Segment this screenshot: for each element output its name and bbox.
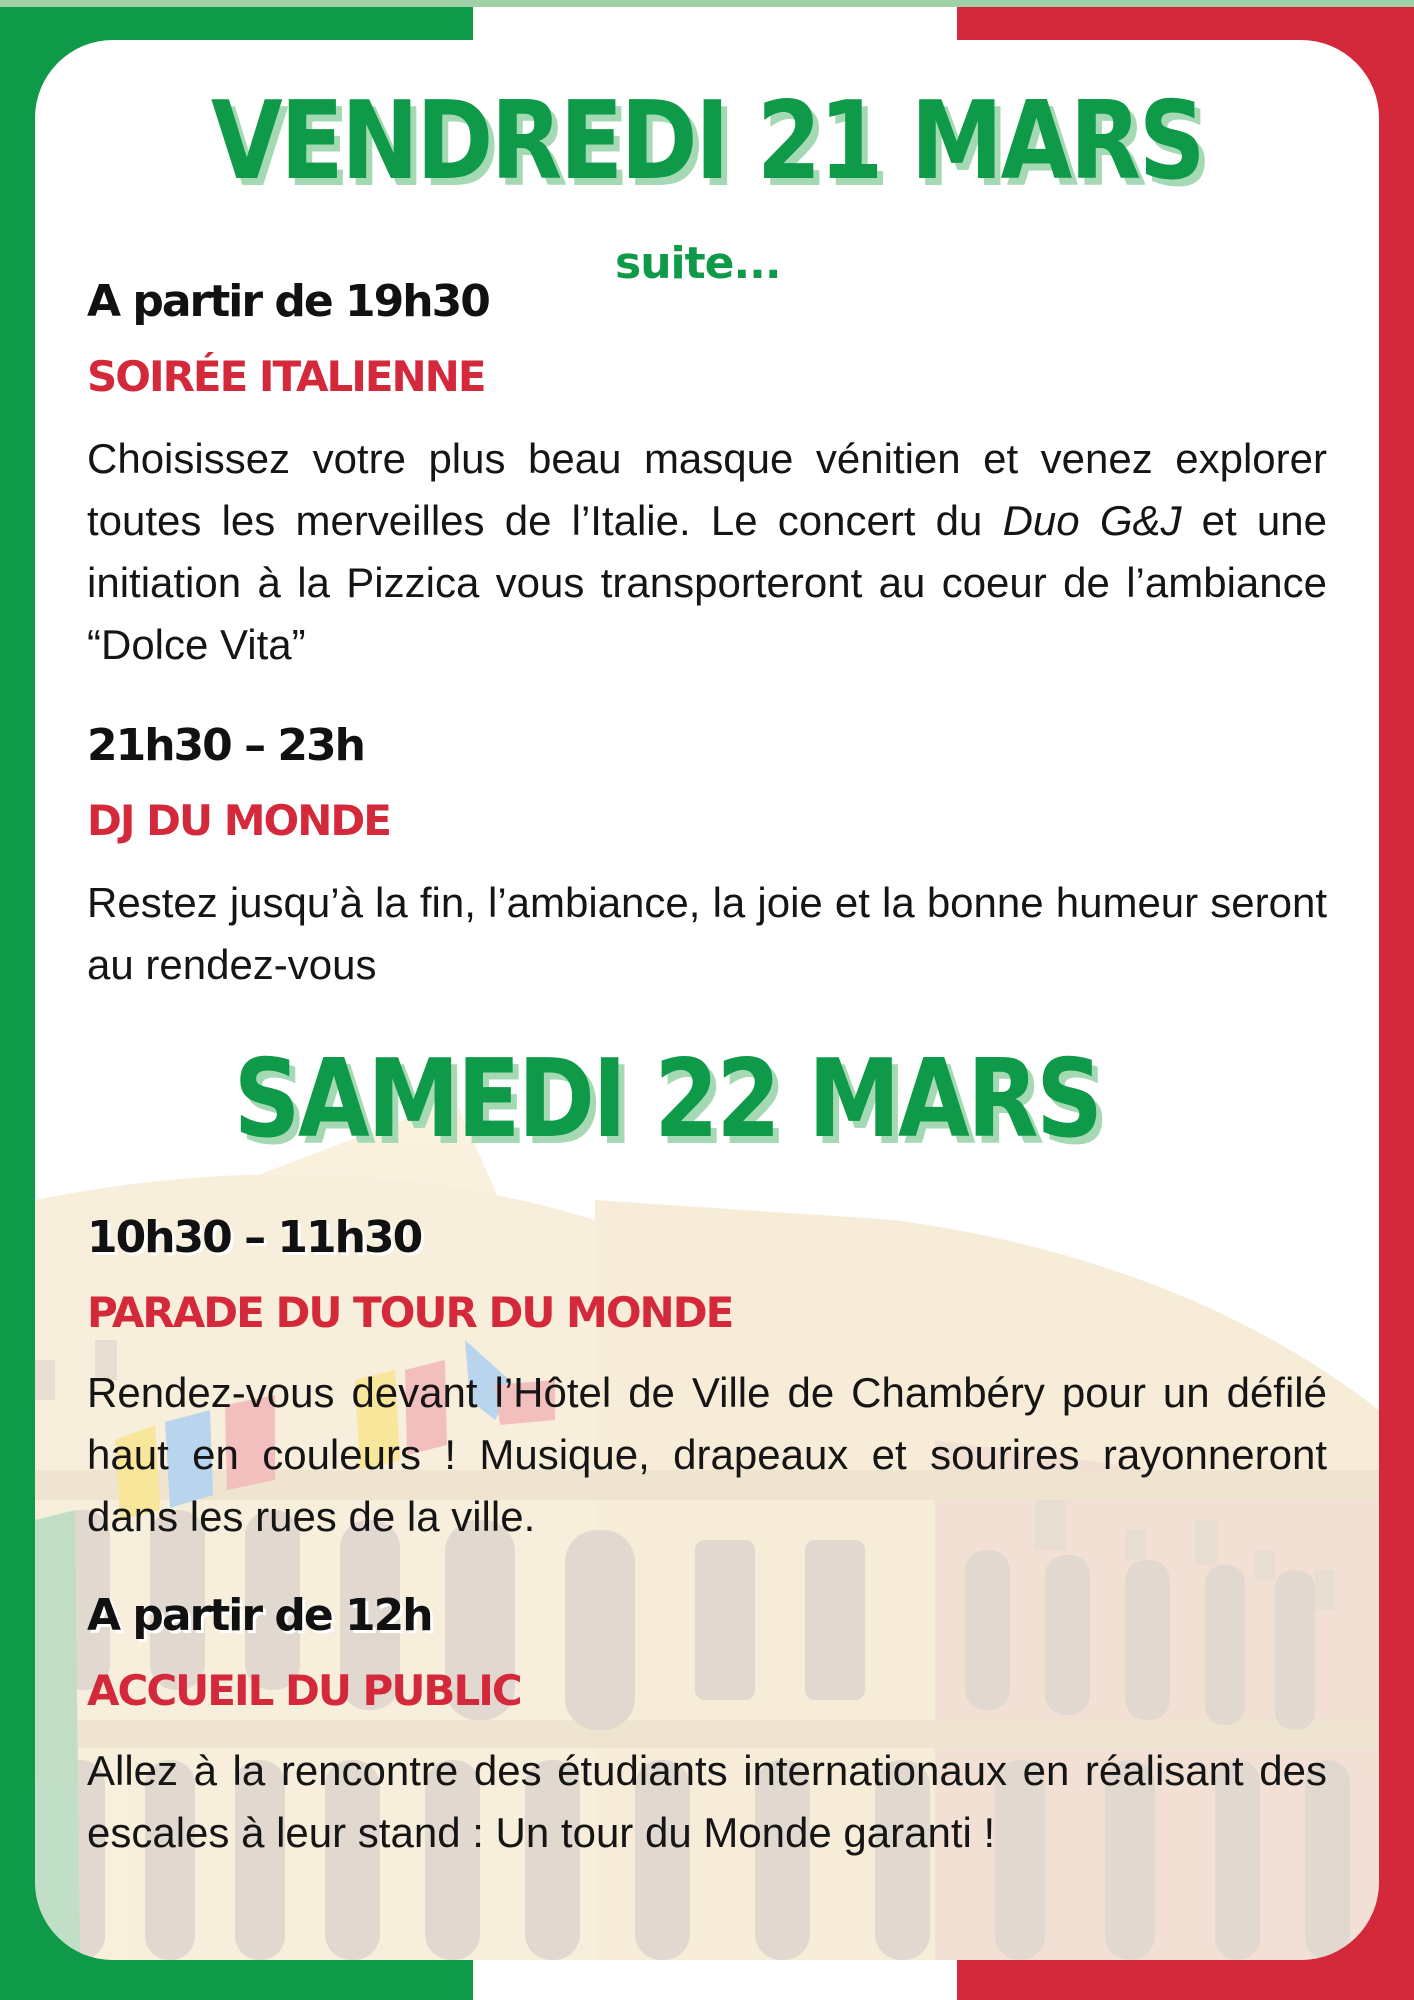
event-description: Allez à la rencontre des étudiants internationaux en réalisant des escales à leur stand : Un tour du Monde garanti ! — [87, 1747, 1327, 1856]
event-time: A partir de 12h — [87, 1590, 432, 1641]
event-title: DJ DU MONDE — [87, 796, 390, 845]
event-time: 10h30 – 11h30 — [87, 1212, 422, 1263]
day1-heading: VENDREDI 21 MARS — [210, 79, 1204, 204]
program-card — [35, 40, 1379, 1960]
event-description-text: Choisissez votre plus beau masque vénitien et venez explorer toutes les merveilles de l’Italie. Le concert du — [87, 435, 1327, 544]
event-title: PARADE DU TOUR DU MONDE — [87, 1288, 733, 1337]
event-title: SOIRÉE ITALIENNE — [87, 352, 485, 401]
top-strip — [0, 0, 1414, 7]
event-description — [87, 428, 1327, 676]
event-time: 21h30 – 23h — [87, 720, 364, 771]
event-title: ACCUEIL DU PUBLIC — [87, 1666, 521, 1715]
event-description-text: et une initiation à la Pizzica vous transporteront au coeur de l’ambiance “Dolce Vita” — [87, 497, 1327, 668]
day2-heading: SAMEDI 22 MARS — [233, 1037, 1101, 1162]
event-description-italic: Duo G&J — [1002, 497, 1182, 544]
event-time: A partir de 19h30 — [87, 276, 489, 327]
event-description: Restez jusqu’à la fin, l’ambiance, la joie et la bonne humeur seront au rendez-vous — [87, 879, 1327, 988]
day1-subheading: suite... — [615, 238, 781, 289]
event-description: Rendez-vous devant l’Hôtel de Ville de Chambéry pour un défilé haut en couleurs ! Musique, drapeaux et sourires rayonneront dans les rues de la ville. — [87, 1369, 1327, 1540]
